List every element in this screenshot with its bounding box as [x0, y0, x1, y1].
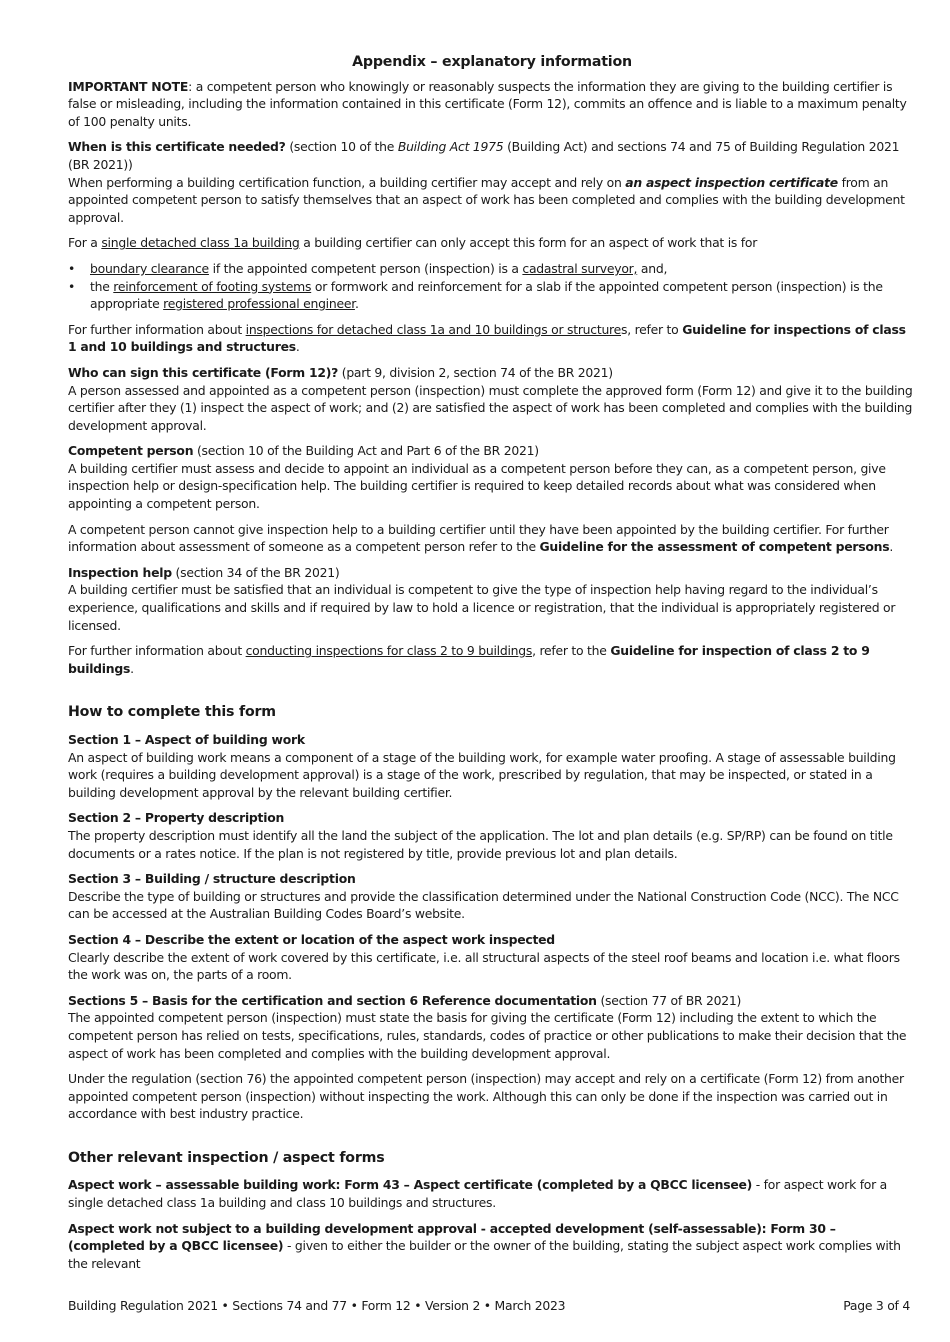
further-text: , refer to the — [532, 643, 611, 659]
when-needed-text-end: from an appointed competent person to satisfy themselves that an aspect of work has been completed and complies with the building development approval. — [68, 174, 905, 225]
section-3-heading: Section 3 – Building / structure description — [68, 871, 356, 887]
form-43-text: - for aspect work for a single detached class 1a building and class 10 buildings and structures. — [68, 1177, 888, 1211]
cadastral-surveyor-link[interactable]: cadastral surveyor, — [522, 260, 638, 276]
aspect-certificate-emphasis: an aspect inspection certificate — [625, 174, 838, 190]
inspection-help-text: A building certifier must be satisfied that an individual is competent to give the type of inspection help having regard to the individual’s experience, qualifications and skills and if required by law to hold a licence or registration, that the individual is appropriately registered or licensed. — [68, 582, 896, 633]
when-needed-ref: (section 10 of the — [285, 139, 398, 155]
competent-further-text: A competent person cannot give inspection help to a building certifier until they have been appointed by the building certifier. For further information about assessment of someone as a competent person refer to the — [68, 521, 889, 555]
important-label: IMPORTANT NOTE — [68, 78, 189, 94]
single-text: For a — [68, 235, 102, 251]
guideline-class-2-9: Guideline for inspection of class 2 to 9 buildings — [68, 643, 870, 676]
inspections-class-1a-10-link[interactable]: inspections for detached class 1a and 10 buildings or structure — [245, 321, 621, 337]
inspection-help-ref: (section 34 of the BR 2021) — [171, 564, 340, 580]
further-text: . — [295, 339, 300, 355]
list-item — [68, 278, 916, 313]
document-page — [68, 50, 916, 1280]
section-3-text: Describe the type of building or structures and provide the classification determined under the National Construction Code (NCC). The NCC can be accessed at the Australian Building Codes Board’s website. — [68, 888, 899, 922]
section-2-text: The property description must identify all the land the subject of the application. The lot and plan details (e.g. SP/RP) can be found on title documents or a rates notice. If the plan is not registered by title, provide previous lot and plan details. — [68, 827, 893, 861]
when-needed-text: When performing a building certification function, a building certifier may accept and rely on — [68, 174, 626, 190]
boundary-clearance-link[interactable]: boundary clearance — [90, 260, 209, 276]
footer-document-info: Building Regulation 2021 • Sections 74 and 77 • Form 12 • Version 2 • March 2023 — [68, 1298, 566, 1313]
competent-person-heading: Competent person — [68, 443, 194, 459]
section-4-text: Clearly describe the extent of work covered by this certificate, i.e. all structural aspects of the steel roof beams and location i.e. what floors the work was on, the parts of a room. — [68, 949, 900, 983]
section-1-block — [68, 731, 916, 801]
how-to-complete-heading: How to complete this form — [68, 704, 276, 721]
who-can-sign-heading: Who can sign this certificate (Form 12)? — [68, 364, 339, 380]
further-text: For further information about — [68, 643, 246, 659]
who-can-sign-section — [68, 364, 916, 434]
section-1-heading: Section 1 – Aspect of building work — [68, 732, 305, 747]
regulation-paragraph: Under the regulation (section 76) the appointed competent person (inspection) may accept and rely on a certificate (Form 12) from another appointed competent person (inspection) without inspecting the work. Although this can only be done if the inspection was carried out in accordance with best industry practice. — [68, 1071, 904, 1122]
guideline-competent-persons: Guideline for the assessment of competent persons — [539, 539, 890, 555]
section-3-block — [68, 870, 916, 923]
form-30-paragraph — [68, 1220, 916, 1273]
guideline-class-1-10: Guideline for inspections of class 1 and 10 buildings and structures — [68, 321, 906, 355]
inspection-help-section — [68, 564, 916, 634]
form-43-title: Aspect work – assessable building work: Form 43 – Aspect certificate (completed by a QBCC licensee) — [68, 1177, 753, 1193]
further-info-class-1-10 — [68, 321, 916, 356]
list-item — [68, 260, 916, 278]
form-30-text: - given to either the builder or the owner of the building, stating the subject aspect work complies with the relevant — [68, 1238, 901, 1271]
section-1-text: An aspect of building work means a component of a stage of the building work, for example water proofing. A stage of assessable building work (requires a building development approval) is a stage of the work, prescribed by regulation, that may be inspected, or stated in a building development approval by the relevant building certifier. — [68, 749, 896, 800]
page-footer — [68, 1298, 910, 1313]
who-can-sign-ref: (part 9, division 2, section 74 of the BR 2021) — [338, 364, 613, 380]
further-text: s, refer to — [621, 321, 683, 337]
competent-further-text: . — [889, 539, 894, 555]
when-needed-heading: When is this certificate needed? — [68, 139, 286, 155]
aspect-bullet-list — [68, 260, 916, 313]
footing-systems-link[interactable]: reinforcement of footing systems — [113, 278, 312, 294]
single-detached-link[interactable]: single detached class 1a building — [101, 235, 300, 251]
competent-person-ref: (section 10 of the Building Act and Part 6 of the BR 2021) — [193, 443, 539, 459]
page-number: Page 3 of 4 — [843, 1298, 910, 1313]
section-5-ref: (section 77 of BR 2021) — [596, 992, 742, 1008]
bullet-text: . — [354, 296, 359, 312]
single-text-end: a building certifier can only accept this form for an aspect of work that is for — [299, 235, 758, 251]
competent-person-text: A building certifier must assess and decide to appoint an individual as a competent person before they can, as a competent person, give inspection help or design-specification help. The building certifier is required to keep detailed records about what was considered when appointing a competent person. — [68, 460, 886, 512]
bullet-text: or formwork and reinforcement for a slab if the appointed competent person (inspection) is the appropriate — [90, 278, 883, 312]
important-note — [68, 78, 916, 131]
competent-person-further — [68, 521, 916, 556]
further-text: For further information about — [68, 321, 246, 337]
important-text: : a competent person who knowingly or reasonably suspects the information they are giving to the building certifier is false or misleading, including the information contained in this certificate (Form 12), commits an offence and is liable to a maximum penalty of 100 penalty units. — [68, 78, 907, 129]
inspection-help-heading: Inspection help — [68, 564, 172, 580]
form-30-title: Aspect work not subject to a building development approval - accepted development (self-assessable): Form 30 – (completed by a QBCC licensee) — [68, 1220, 836, 1254]
section-2-block — [68, 809, 916, 862]
form-43-paragraph — [68, 1176, 916, 1211]
section-5-block — [68, 992, 916, 1062]
section-4-block — [68, 931, 916, 984]
section-4-heading: Section 4 – Describe the extent or location of the aspect work inspected — [68, 931, 555, 947]
single-detached-paragraph — [68, 234, 916, 252]
bullet-text: and, — [637, 260, 668, 276]
registered-engineer-link[interactable]: registered professional engineer — [163, 296, 355, 312]
section-2-heading: Section 2 – Property description — [68, 810, 285, 826]
who-can-sign-text: A person assessed and appointed as a competent person (inspection) must complete the approved form (Form 12) and give it to the building certifier after they (1) inspect the aspect of work; and (2) are satisfied the aspect of work has been completed and complies with the building development approval. — [68, 382, 913, 433]
bullet-text: the — [90, 278, 114, 294]
section-5-heading: Sections 5 – Basis for the certification and section 6 Reference documentation — [68, 992, 597, 1008]
when-needed-section — [68, 138, 916, 226]
further-text: . — [130, 660, 134, 676]
when-needed-ref-end: (Building Act) and sections 74 and 75 of Building Regulation 2021 (BR 2021)) — [68, 139, 900, 172]
further-info-class-2-9 — [68, 642, 916, 677]
page-title: Appendix – explanatory information — [352, 54, 632, 70]
section-5-text: The appointed competent person (inspection) must state the basis for giving the certificate (Form 12) including the extent to which the competent person has relied on tests, specifications, rules, standards, codes of practice or other publications to make their decision that the aspect of work has been completed and complies with the building development approval. — [68, 1010, 907, 1061]
bullet-text: if the appointed competent person (inspection) is a — [208, 260, 523, 276]
building-act-title: Building Act 1975 — [397, 139, 504, 155]
competent-person-section — [68, 442, 916, 512]
inspections-class-2-9-link[interactable]: conducting inspections for class 2 to 9 buildings — [245, 643, 533, 659]
other-forms-heading: Other relevant inspection / aspect forms — [68, 1149, 385, 1166]
